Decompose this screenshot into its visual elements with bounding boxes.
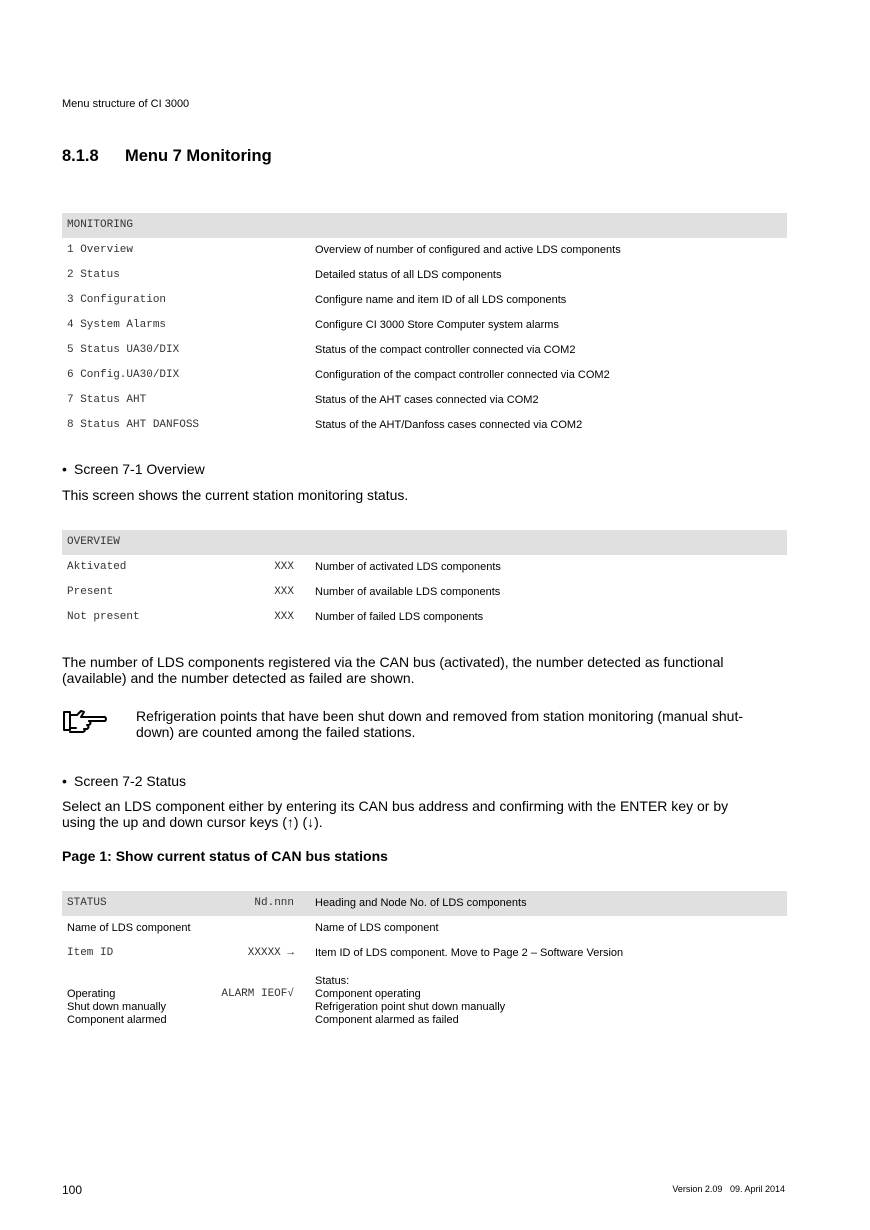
table-row <box>62 263 787 288</box>
row-value: XXX <box>274 586 294 598</box>
table-heading: STATUS <box>67 897 107 909</box>
table-row <box>62 966 787 1036</box>
table-row <box>62 363 787 388</box>
bullet-text: Screen 7-1 Overview <box>74 461 205 477</box>
table-row <box>62 580 787 605</box>
menu-item-desc: Configure CI 3000 Store Computer system alarms <box>315 319 559 331</box>
note-line: down) are counted among the failed stations. <box>136 724 416 740</box>
menu-item: 5 Status UA30/DIX <box>67 344 180 356</box>
table-row <box>62 605 787 630</box>
menu-item-desc: Overview of number of configured and active LDS components <box>315 244 621 256</box>
row-value: XXX <box>274 611 294 623</box>
menu-item-desc: Status of the compact controller connected via COM2 <box>315 344 576 356</box>
status-descs <box>315 975 505 1027</box>
row-desc: Name of LDS component <box>315 922 439 934</box>
paragraph-line: using the up and down cursor keys (↑) (↓). <box>62 814 323 830</box>
row-label: Not present <box>67 611 140 623</box>
table-row <box>62 338 787 363</box>
bullet-text: Screen 7-2 Status <box>74 773 187 789</box>
bullet-screen-7-1 <box>62 461 205 477</box>
menu-item: 3 Configuration <box>67 294 167 306</box>
row-label: Name of LDS component <box>67 922 191 934</box>
heading-desc: Heading and Node No. of LDS components <box>315 897 527 909</box>
paragraph-line: Select an LDS component either by entering its CAN bus address and confirming with the ENTER key or by <box>62 798 729 814</box>
table-row <box>62 313 787 338</box>
page-1-heading: Page 1: Show current status of CAN bus stations <box>62 848 388 864</box>
section-heading: Menu 7 Monitoring <box>125 147 272 165</box>
row-value: XXXXX → <box>247 947 294 959</box>
status-value: ALARM IEOF√ <box>221 988 294 1000</box>
table-heading: OVERVIEW <box>67 536 120 548</box>
section-number: 8.1.8 <box>62 147 99 165</box>
menu-item-desc: Status of the AHT cases connected via COM2 <box>315 394 539 406</box>
running-header: Menu structure of CI 3000 <box>62 98 190 110</box>
status-desc: Refrigeration point shut down manually <box>315 1001 506 1013</box>
row-desc: Number of activated LDS components <box>315 561 501 573</box>
page-number: 100 <box>62 1183 83 1197</box>
menu-item: 7 Status AHT <box>67 394 147 406</box>
note-text <box>136 708 787 740</box>
table-header-row <box>62 213 787 238</box>
table-header-row <box>62 530 787 555</box>
menu-item-desc: Configuration of the compact controller connected via COM2 <box>315 369 610 381</box>
row-desc: Number of available LDS components <box>315 586 501 598</box>
row-label: Present <box>67 586 114 598</box>
status-table <box>62 891 787 1036</box>
table-row <box>62 238 787 263</box>
status-desc: Component operating <box>315 988 421 1000</box>
table-header-row <box>62 891 787 916</box>
status-labels <box>67 988 167 1027</box>
status-desc: Status: <box>315 975 350 987</box>
menu-item: 8 Status AHT DANFOSS <box>67 419 200 431</box>
status-label: Shut down manually <box>67 1001 167 1013</box>
menu-item: 2 Status <box>67 269 120 281</box>
note-line: Refrigeration points that have been shut down and removed from station monitoring (manual shut- <box>136 708 744 724</box>
screen-7-2-text <box>62 798 787 830</box>
table-row <box>62 388 787 413</box>
version-label: Version 2.09 09. April 2014 <box>672 1184 785 1194</box>
row-label: Aktivated <box>67 561 127 573</box>
counts-paragraph <box>62 654 787 686</box>
menu-item: 4 System Alarms <box>67 319 167 331</box>
table-row <box>62 555 787 580</box>
table-row <box>62 413 787 438</box>
menu-item: 1 Overview <box>67 244 134 256</box>
pointing-hand-icon <box>62 707 108 735</box>
table-row <box>62 288 787 313</box>
row-desc: Item ID of LDS component. Move to Page 2 – Software Version <box>315 947 624 959</box>
status-label: Operating <box>67 988 116 1000</box>
status-desc: Component alarmed as failed <box>315 1014 459 1026</box>
row-value: XXX <box>274 561 294 573</box>
bullet-dot-icon: • <box>62 461 67 477</box>
paragraph-line: (available) and the number detected as failed are shown. <box>62 670 415 686</box>
status-label: Component alarmed <box>67 1014 167 1026</box>
monitoring-table <box>62 213 787 438</box>
menu-item-desc: Detailed status of all LDS components <box>315 269 502 281</box>
paragraph-line: The number of LDS components registered via the CAN bus (activated), the number detected as functional <box>62 654 724 670</box>
menu-item-desc: Status of the AHT/Danfoss cases connected via COM2 <box>315 419 583 431</box>
bullet-screen-7-2 <box>62 773 186 789</box>
table-row <box>62 916 787 941</box>
screen-7-1-intro: This screen shows the current station monitoring status. <box>62 487 409 503</box>
overview-table <box>62 530 787 630</box>
heading-value: Nd.nnn <box>254 897 294 909</box>
table-row <box>62 941 787 966</box>
row-desc: Number of failed LDS components <box>315 611 484 623</box>
row-label: Item ID <box>67 947 114 959</box>
menu-item: 6 Config.UA30/DIX <box>67 369 180 381</box>
menu-item-desc: Configure name and item ID of all LDS components <box>315 294 567 306</box>
section-title <box>62 147 272 166</box>
table-heading: MONITORING <box>67 219 134 231</box>
bullet-dot-icon: • <box>62 773 67 789</box>
